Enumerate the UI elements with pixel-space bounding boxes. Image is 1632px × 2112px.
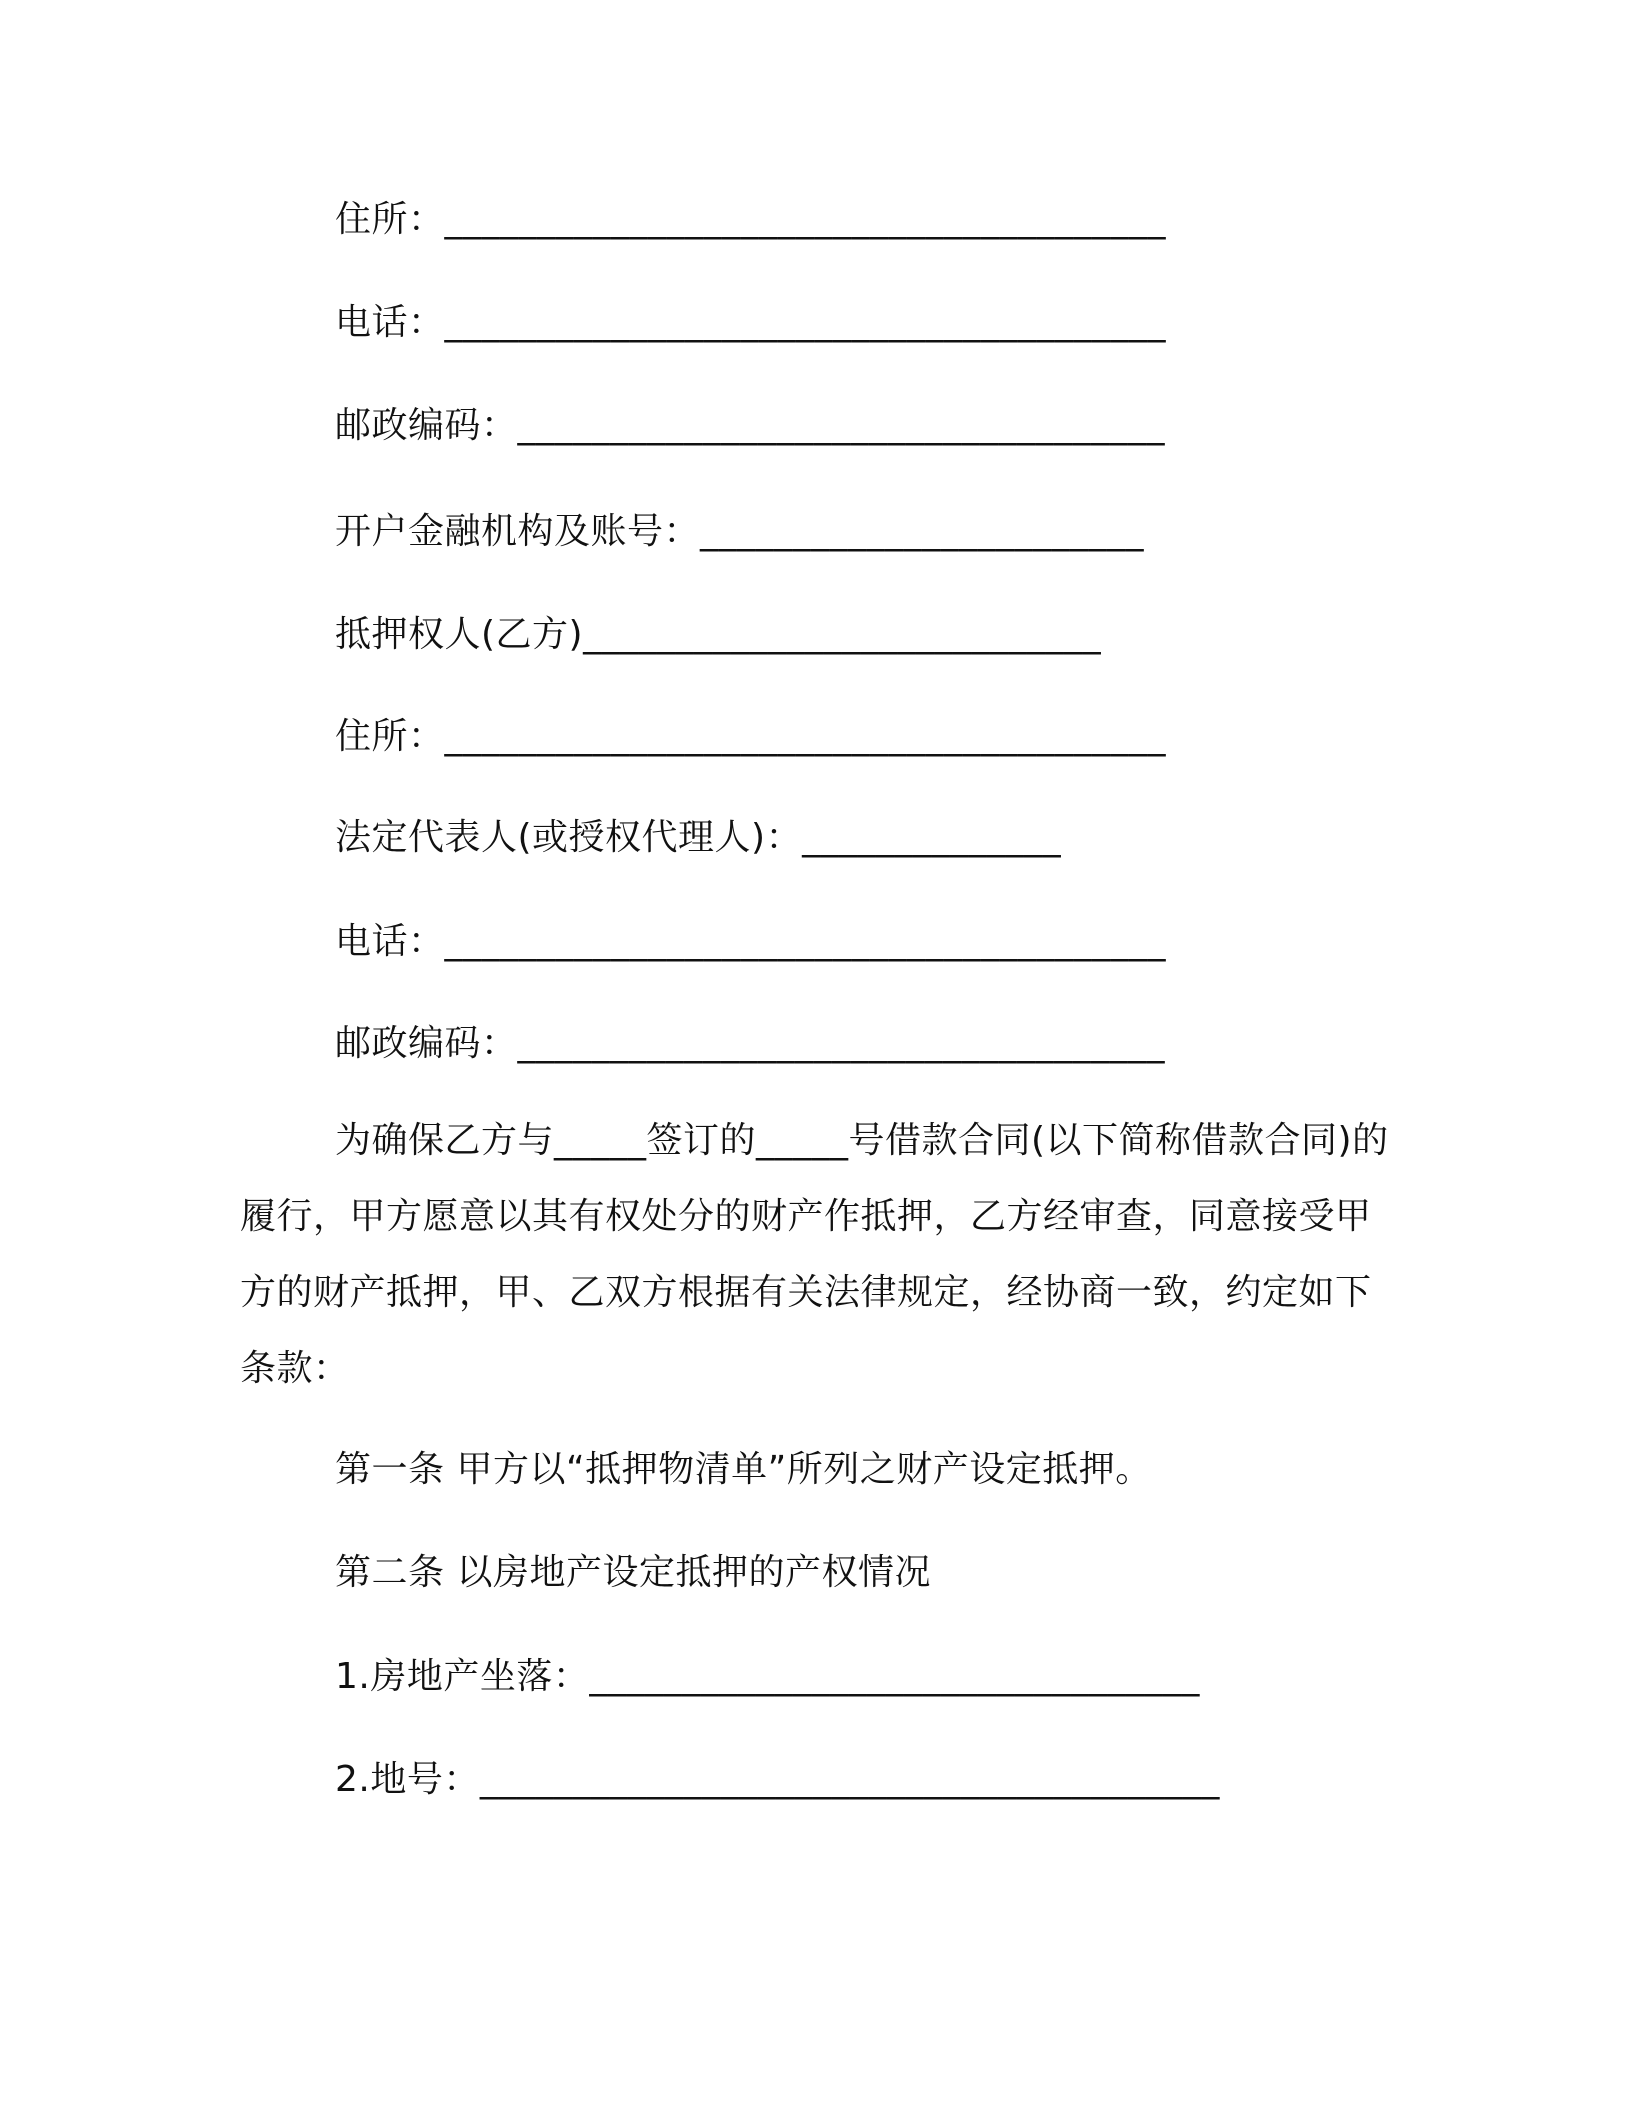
field-postcode-2: 邮政编码：___________________________________ xyxy=(335,1023,1166,1064)
field-phone-1: 电话：_______________________________________ xyxy=(335,302,1167,343)
item-lot-number: 2.地号：________________________________________ xyxy=(335,1759,1220,1800)
field-mortgagee: 抵押权人(乙方)____________________________ xyxy=(335,614,1102,655)
field-phone-2: 电话：_______________________________________ xyxy=(335,921,1167,962)
article-two: 第二条 以房地产设定抵押的产权情况 xyxy=(335,1552,931,1593)
field-legal-representative: 法定代表人(或授权代理人)：______________ xyxy=(335,817,1062,858)
field-bank-account: 开户金融机构及账号：________________________ xyxy=(335,511,1145,552)
field-postcode-1: 邮政编码：___________________________________ xyxy=(335,405,1166,446)
field-address-1: 住所：_______________________________________ xyxy=(335,199,1167,240)
article-one: 第一条 甲方以“抵押物清单”所列之财产设定抵押。 xyxy=(335,1449,1152,1490)
preamble-paragraph: 为确保乙方与_____签订的_____号借款合同(以下简称借款合同)的履行，甲方愿意以其有权处分的财产作抵押，乙方经审查，同意接受甲方的财产抵押，甲、乙双方根据有关法律规定，经协商一致，约定如下条款： xyxy=(240,1120,1389,1389)
item-property-location: 1.房地产坐落：_________________________________ xyxy=(335,1656,1200,1697)
field-address-2: 住所：_______________________________________ xyxy=(335,716,1167,757)
